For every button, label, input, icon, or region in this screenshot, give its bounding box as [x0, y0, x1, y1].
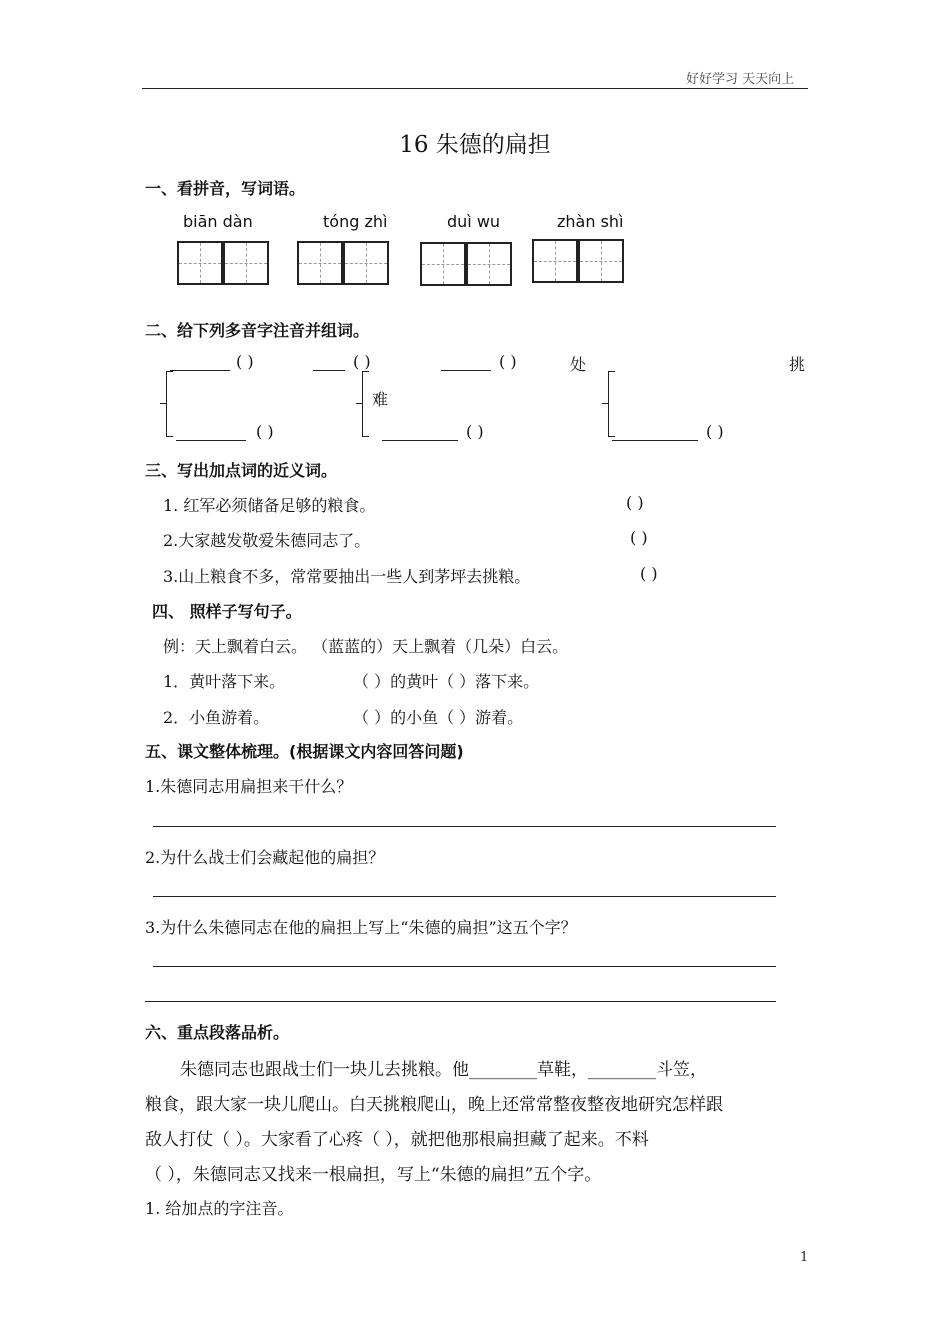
brace-tip	[356, 403, 362, 404]
char-box[interactable]	[343, 241, 389, 285]
section5-heading: 五、课文整体梳理。(根据课文内容回答问题)	[145, 742, 464, 761]
answer-line[interactable]	[176, 440, 246, 441]
page-number: 1	[800, 1250, 809, 1265]
question-2: 2.为什么战士们会藏起他的扁担？	[145, 848, 385, 867]
answer-line[interactable]	[170, 370, 230, 371]
brace	[362, 371, 369, 437]
section6-question-1: 1. 给加点的字注音。	[145, 1199, 294, 1218]
sentence-item-label: 2．小鱼游着。	[163, 708, 270, 727]
char-box[interactable]	[532, 239, 578, 283]
answer-paren[interactable]: ( )	[640, 564, 658, 583]
synonym-item: 2.大家越发敬爱朱德同志了。	[163, 531, 371, 550]
char-box[interactable]	[297, 241, 343, 285]
pinyin-1: biān dàn	[183, 212, 253, 231]
brace	[608, 371, 615, 437]
section3-heading: 三、写出加点词的近义词。	[145, 461, 338, 480]
example-sentence: 例：天上飘着白云。 （蓝蓝的）天上飘着（几朵）白云。	[163, 637, 569, 656]
pinyin-paren: ( )	[499, 352, 517, 371]
section4-heading: 四、 照样子写句子。	[152, 602, 302, 621]
answer-line[interactable]	[153, 966, 776, 967]
section6-heading: 六、重点段落品析。	[145, 1023, 290, 1042]
answer-line[interactable]	[153, 896, 776, 897]
answer-paren[interactable]: ( )	[626, 493, 644, 512]
sentence-item-answer[interactable]: （ ）的小鱼（ ）游着。	[353, 708, 524, 727]
pinyin-paren: ( )	[353, 352, 371, 371]
sentence-item-label: 1．黄叶落下来。	[163, 672, 286, 691]
answer-line[interactable]	[145, 1001, 776, 1002]
pinyin-paren: ( )	[466, 422, 484, 441]
pinyin-paren: ( )	[706, 422, 724, 441]
question-3: 3.为什么朱德同志在他的扁担上写上“朱德的扁担”这五个字？	[145, 918, 577, 937]
passage-line: （ ），朱德同志又找来一根扁担，写上“朱德的扁担”五个字。	[145, 1165, 602, 1185]
brace-tip	[160, 403, 166, 404]
pinyin-3: duì wu	[447, 212, 501, 231]
answer-line[interactable]	[382, 440, 458, 441]
question-1: 1.朱德同志用扁担来干什么？	[145, 777, 353, 796]
polyphone-char: 挑	[789, 355, 806, 374]
char-box[interactable]	[578, 239, 624, 283]
header-motto: 好好学习 天天向上	[686, 72, 795, 87]
synonym-item: 1. 红军必须储备足够的粮食。	[163, 496, 376, 515]
pinyin-4: zhàn shì	[557, 212, 624, 231]
polyphone-char: 处	[570, 355, 587, 374]
pinyin-paren: ( )	[236, 352, 254, 371]
synonym-item: 3.山上粮食不多，常常要抽出一些人到茅坪去挑粮。	[163, 567, 531, 586]
pinyin-2: tóng zhì	[323, 212, 388, 231]
char-box[interactable]	[420, 242, 466, 286]
section2-heading: 二、给下列多音字注音并组词。	[145, 321, 370, 340]
sentence-item-answer[interactable]: （ ）的黄叶（ ）落下来。	[353, 672, 540, 691]
passage-line: 敌人打仗（ ）。大家看了心疼（ ），就把他那根扁担藏了起来。不料	[145, 1130, 649, 1150]
passage-line: 朱德同志也跟战士们一块儿去挑粮。他________草鞋，________斗笠，	[180, 1060, 707, 1080]
section1-heading: 一、看拼音，写词语。	[145, 179, 306, 198]
passage-line: 粮食，跟大家一块儿爬山。白天挑粮爬山，晚上还常常整夜整夜地研究怎样跟	[145, 1095, 723, 1115]
polyphone-char: 难	[372, 390, 389, 409]
answer-line[interactable]	[153, 826, 776, 827]
char-box[interactable]	[177, 241, 223, 285]
answer-line[interactable]	[313, 370, 345, 371]
answer-line[interactable]	[612, 440, 698, 441]
brace-tip	[602, 403, 608, 404]
page-title: 16 朱德的扁担	[399, 132, 551, 158]
answer-paren[interactable]: ( )	[630, 528, 648, 547]
pinyin-paren: ( )	[256, 422, 274, 441]
brace	[166, 371, 173, 437]
answer-line[interactable]	[441, 370, 491, 371]
char-box[interactable]	[223, 241, 269, 285]
char-box[interactable]	[466, 242, 512, 286]
header-rule	[142, 88, 808, 89]
